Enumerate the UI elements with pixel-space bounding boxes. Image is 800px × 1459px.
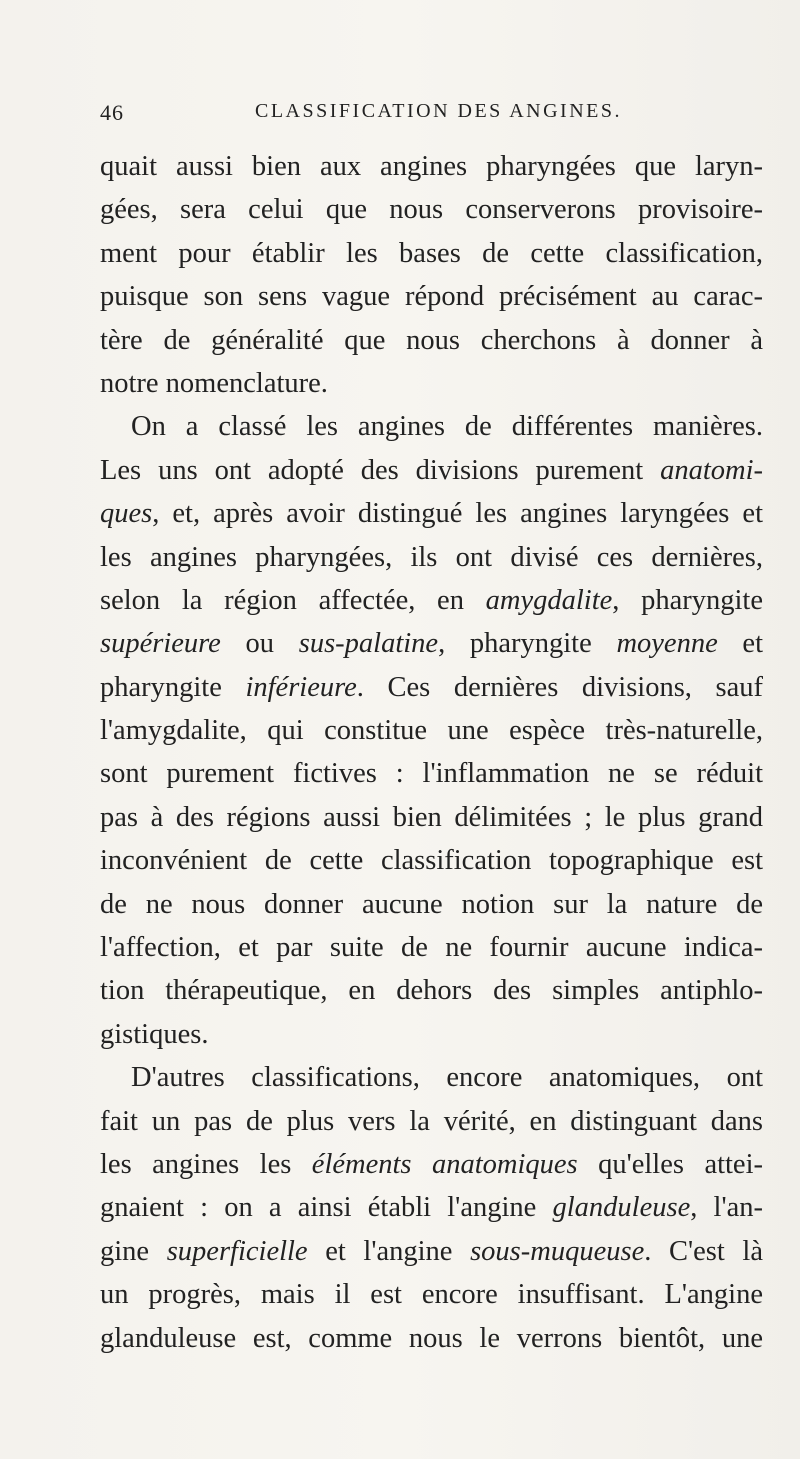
text-line: supérieure ou sus-palatine, pharyngite moyenne et	[100, 628, 763, 660]
text-line: un progrès, mais il est encore insuffisant. L'angine	[100, 1279, 763, 1311]
text-line: de ne nous donner aucune notion sur la nature de	[100, 888, 763, 920]
running-title: CLASSIFICATION DES ANGINES.	[255, 100, 622, 122]
body-text	[100, 145, 763, 1360]
text-line: pharyngite inférieure. Ces dernières divisions, sauf	[100, 671, 763, 703]
text-line: sont purement fictives : l'inflammation ne se réduit	[100, 758, 763, 790]
text-line: l'amygdalite, qui constitue une espèce très-naturelle,	[100, 715, 763, 747]
text-line: l'affection, et par suite de ne fournir aucune indica-	[100, 932, 763, 964]
text-line: inconvénient de cette classification topographique est	[100, 845, 763, 877]
text-line: tion thérapeutique, en dehors des simples antiphlo-	[100, 975, 763, 1007]
text-line: pas à des régions aussi bien délimitées ; le plus grand	[100, 801, 763, 833]
text-line: tère de généralité que nous cherchons à donner à	[100, 324, 763, 356]
text-line: les angines pharyngées, ils ont divisé ces dernières,	[100, 541, 763, 573]
text-line: On a classé les angines de différentes manières.	[131, 411, 763, 443]
text-line: ques, et, après avoir distingué les angines laryngées et	[100, 498, 763, 530]
text-line: gées, sera celui que nous conserverons provisoire-	[100, 194, 763, 226]
text-line: notre nomenclature.	[100, 367, 328, 399]
text-line: gnaient : on a ainsi établi l'angine glanduleuse, l'an-	[100, 1192, 763, 1224]
text-line: selon la région affectée, en amygdalite, pharyngite	[100, 584, 763, 616]
text-line: Les uns ont adopté des divisions purement anatomi-	[100, 454, 763, 486]
text-line: puisque son sens vague répond précisément au carac-	[100, 281, 763, 313]
text-line: D'autres classifications, encore anatomiques, ont	[131, 1062, 763, 1094]
text-line: gistiques.	[100, 1018, 209, 1050]
page-number: 46	[100, 100, 124, 125]
page-header	[100, 100, 760, 132]
text-line: gine superficielle et l'angine sous-muqueuse. C'est là	[100, 1235, 763, 1267]
text-line: ment pour établir les bases de cette classification,	[100, 237, 763, 269]
text-line: quait aussi bien aux angines pharyngées que laryn-	[100, 151, 763, 182]
text-line: fait un pas de plus vers la vérité, en distinguant dans	[100, 1105, 763, 1137]
text-line: glanduleuse est, comme nous le verrons bientôt, une	[100, 1322, 763, 1354]
text-line: les angines les éléments anatomiques qu'elles attei-	[100, 1148, 763, 1180]
